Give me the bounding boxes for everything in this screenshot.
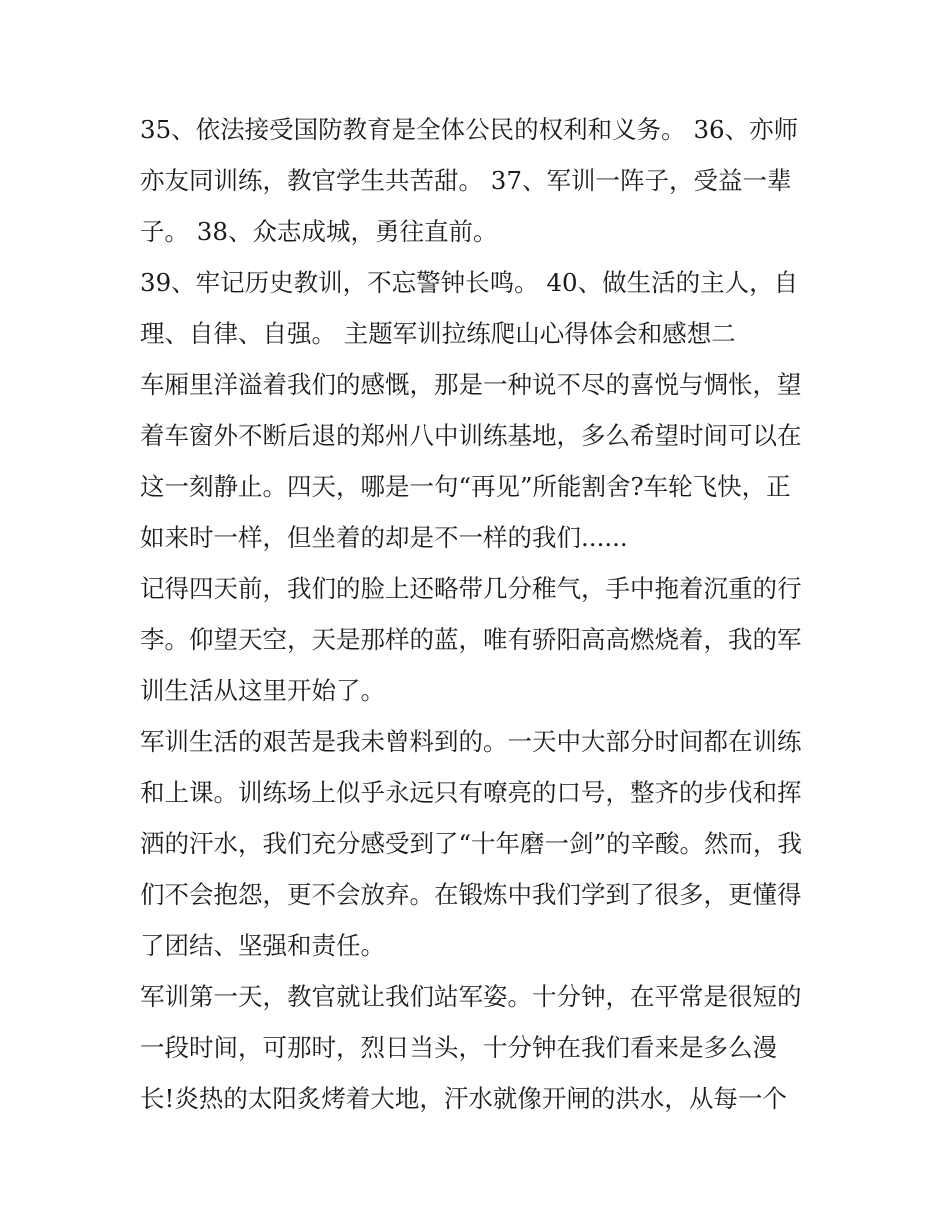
text-line: 亦友同训练，教官学生共苦甜。 37、军训一阵子，受益一辈 — [140, 166, 792, 195]
text-line: 这一刻静止。四天，哪是一句“再见”所能割舍?车轮飞快，正 — [140, 472, 791, 501]
text-line: 和上课。训练场上似乎永远只有嘹亮的口号，整齐的步伐和挥 — [140, 778, 802, 807]
text-line: 理、自律、自强。 主题军训拉练爬山心得体会和感想二 — [140, 319, 736, 348]
text-line: 训生活从这里开始了。 — [140, 676, 385, 705]
text-line: 李。仰望天空，天是那样的蓝，唯有骄阳高高燃烧着，我的军 — [140, 625, 802, 654]
text-line: 车厢里洋溢着我们的感慨，那是一种说不尽的喜悦与惆怅，望 — [140, 370, 802, 399]
text-line: 一段时间，可那时，烈日当头，十分钟在我们看来是多么漫 — [140, 1033, 777, 1062]
text-line: 着车窗外不断后退的郑州八中训练基地，多么希望时间可以在 — [140, 421, 802, 450]
text-line: 洒的汗水，我们充分感受到了“十年磨一剑”的辛酸。然而，我 — [140, 829, 803, 858]
text-line: 35、依法接受国防教育是全体公民的权利和义务。 36、亦师 — [140, 115, 799, 144]
text-line: 如来时一样，但坐着的却是不一样的我们...... — [140, 523, 628, 552]
text-line: 了团结、坚强和责任。 — [140, 931, 385, 960]
text-line: 记得四天前，我们的脸上还略带几分稚气，手中拖着沉重的行 — [140, 574, 802, 603]
text-line: 军训第一天，教官就让我们站军姿。十分钟，在平常是很短的 — [140, 982, 802, 1011]
document-body — [140, 104, 820, 1124]
text-line: 子。 38、众志成城，勇往直前。 — [140, 217, 498, 246]
text-line: 39、牢记历史教训，不忘警钟长鸣。 40、做生活的主人，自 — [140, 268, 799, 297]
text-line: 们不会抱怨，更不会放弃。在锻炼中我们学到了很多，更懂得 — [140, 880, 802, 909]
text-line: 长!炎热的太阳炙烤着大地，汗水就像开闸的洪水，从每一个 — [140, 1084, 787, 1113]
text-line: 军训生活的艰苦是我未曾料到的。一天中大部分时间都在训练 — [140, 727, 802, 756]
